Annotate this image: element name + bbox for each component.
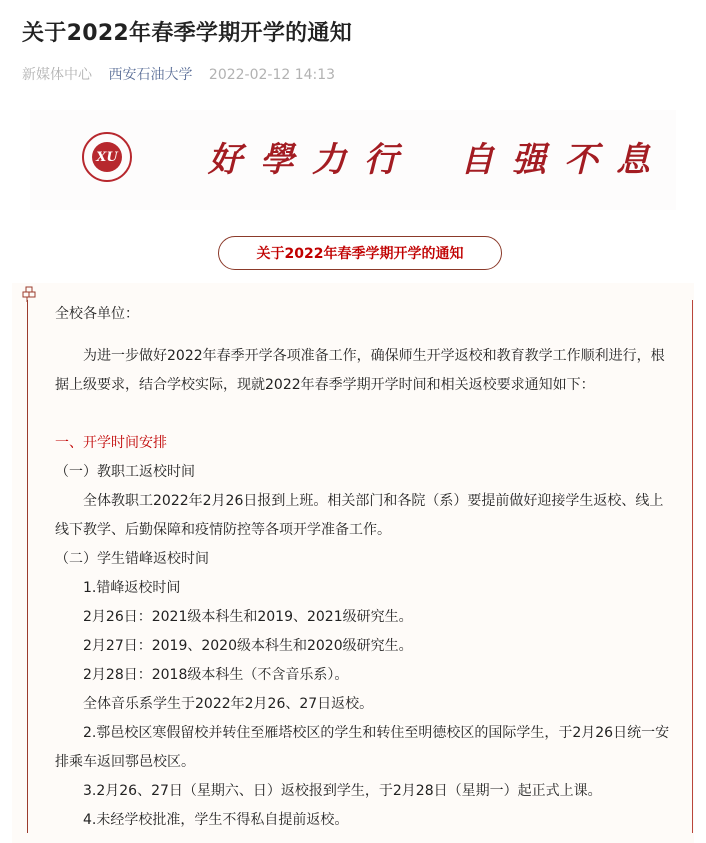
subsection-2-title: （二）学生错峰返校时间 (55, 551, 209, 567)
article-meta (22, 64, 335, 84)
subsection-1-title: （一）教职工返校时间 (55, 464, 195, 480)
notice-body (55, 300, 675, 835)
schedule-row: 2月28日：2018级本科生（不含音乐系）。 (83, 667, 349, 683)
frame-right-border (692, 300, 693, 833)
article-title: 关于2022年春季学期开学的通知 (22, 21, 353, 46)
notice-heading-pill: 关于2022年春季学期开学的通知 (218, 236, 502, 270)
subsection-1-text: 全体教职工2022年2月26日报到上班。相关部门和各院（系）要提前做好迎接学生返校、线上线下教学、后勤保障和疫情防控等各项开学准备工作。 (55, 493, 664, 538)
intro-paragraph: 为进一步做好2022年春季开学各项准备工作，确保师生开学返校和教育教学工作顺利进行，根据上级要求，结合学校实际，现就2022年春季学期开学时间和相关返校要求通知如下： (55, 348, 665, 393)
frame-left-border (27, 300, 28, 833)
motto-right: 自强不息 (460, 140, 668, 180)
motto-banner (30, 110, 676, 210)
account-link[interactable]: 西安石油大学 (108, 67, 193, 83)
logo-mark: XU (92, 142, 122, 172)
motto-left: 好學力行 (208, 140, 416, 180)
section-1-title: 一、开学时间安排 (55, 435, 167, 451)
item-1-title: 1.错峰返校时间 (83, 580, 181, 596)
item-2: 2.鄠邑校区寒假留校并转住至雁塔校区的学生和转住至明德校区的国际学生，于2月26日统一安排乘车返回鄠邑校区。 (55, 725, 670, 770)
university-logo-icon (82, 132, 132, 182)
item-3: 3.2月26、27日（星期六、日）返校报到学生，于2月28日（星期一）起正式上课。 (83, 783, 602, 799)
publish-time: 2022-02-12 14:13 (208, 67, 336, 83)
schedule-row: 2月27日：2019、2020级本科生和2020级研究生。 (83, 638, 413, 654)
schedule-row: 2月26日：2021级本科生和2019、2021级研究生。 (83, 609, 413, 625)
item-4: 4.未经学校批准，学生不得私自提前返校。 (83, 812, 349, 828)
frame-ornament-icon (22, 286, 36, 302)
salutation: 全校各单位： (55, 306, 139, 322)
meta-source: 新媒体中心 (22, 67, 92, 83)
schedule-row: 全体音乐系学生于2022年2月26、27日返校。 (83, 696, 374, 712)
